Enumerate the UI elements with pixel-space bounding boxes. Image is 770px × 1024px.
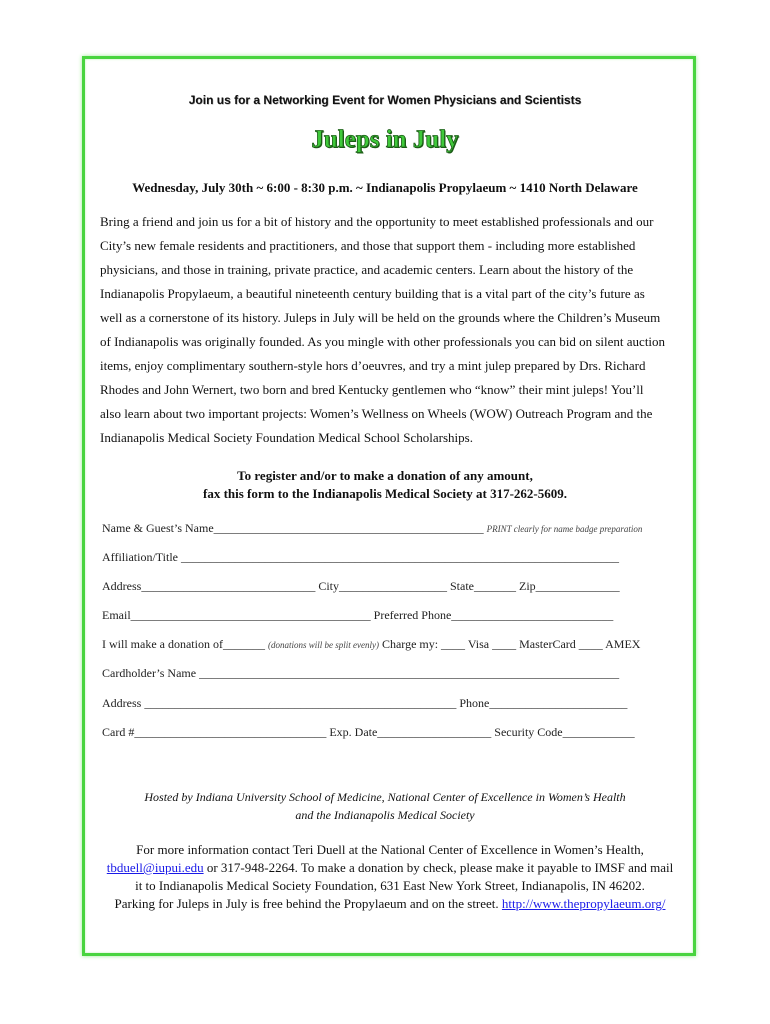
billing-address-field[interactable]: Address ____________________________________________________ Phone_______________________: [102, 696, 628, 710]
contact-line-3: it to Indianapolis Medical Society Foundation, 631 East New York Street, Indianapolis, IN 46202.: [135, 878, 645, 893]
hosted-line-1: Hosted by Indiana University School of Medicine, National Center of Excellence in Women’s Health: [144, 790, 626, 804]
contact-line-1: For more information contact Teri Duell at the National Center of Excellence in Women’s Health,: [136, 842, 644, 857]
email-phone-field[interactable]: Email________________________________________ Preferred Phone___________________________: [102, 608, 614, 622]
contact-line-2-text: or 317-948-2264. To make a donation by check, please make it payable to IMSF and mail: [203, 860, 674, 875]
hosted-line-2: and the Indianapolis Medical Society: [295, 808, 475, 822]
parking-text: Parking for Juleps in July is free behind the Propylaeum and on the street.: [114, 896, 502, 911]
description-line: of Indianapolis was originally founded. As you mingle with other professionals you can bid on silent auction: [100, 334, 666, 349]
donation-field[interactable]: [102, 637, 640, 652]
card-field[interactable]: Card #________________________________ Exp. Date___________________ Security Code____________: [102, 725, 635, 739]
description-line: Indianapolis Medical Society Foundation Medical School Scholarships.: [100, 430, 473, 445]
donation-label: I will make a donation of_______: [102, 637, 268, 651]
propylaeum-website-link[interactable]: http://www.thepropylaeum.org/: [501, 896, 666, 911]
donation-note: (donations will be split evenly): [267, 640, 379, 650]
description-line: Rhodes and John Wernert, two born and bred Kentucky gentlemen who “know” their mint juleps! You’ll: [100, 382, 644, 397]
description-line: Bring a friend and join us for a bit of history and the opportunity to meet established professionals and our: [100, 214, 654, 229]
description-line: physicians, and those in training, private practice, and academic centers. Learn about the history of the: [100, 262, 634, 277]
contact-email-link[interactable]: tbduell@iupui.edu: [106, 860, 204, 875]
contact-line-4: [80, 895, 700, 913]
name-field[interactable]: [102, 521, 642, 536]
name-note: PRINT clearly for name badge preparation: [486, 524, 643, 534]
description-line: City’s new female residents and practitioners, and those that support them - including more established: [100, 238, 636, 253]
description-line: well as a cornerstone of its history. Juleps in July will be held on the grounds where the Children’s Museum: [100, 310, 661, 325]
description-line: Indianapolis Propylaeum, a beautiful nineteenth century building that is a vital part of the city’s future as: [100, 286, 645, 301]
event-description: [100, 210, 680, 450]
event-details: Wednesday, July 30th ~ 6:00 - 8:30 p.m. ~ Indianapolis Propylaeum ~ 1410 North Delaware: [132, 180, 638, 195]
register-line-1: To register and/or to make a donation of any amount,: [237, 468, 533, 483]
hosted-by: [0, 788, 770, 824]
name-label: Name & Guest’s Name_____________________________________________: [102, 521, 484, 535]
contact-line-2: [80, 859, 700, 877]
description-line: items, enjoy complimentary southern-style hors d’oeuvres, and try a mint julep prepared by Drs. Richard: [100, 358, 646, 373]
description-line: also learn about two important projects: Women’s Wellness on Wheels (WOW) Outreach Program and the: [100, 406, 653, 421]
register-line-2: fax this form to the Indianapolis Medical Society at 317-262-5609.: [203, 486, 567, 501]
invite-heading: Join us for a Networking Event for Women Physicians and Scientists: [188, 93, 582, 107]
cardholder-field[interactable]: Cardholder’s Name ______________________________________________________________________: [102, 666, 620, 680]
event-title: Juleps in July: [311, 126, 459, 153]
affiliation-field[interactable]: Affiliation/Title _________________________________________________________________________: [102, 550, 620, 564]
address-city-field[interactable]: Address_____________________________ City__________________ State_______ Zip______________: [102, 579, 620, 593]
contact-info: [80, 841, 700, 913]
charge-options: Charge my: ____ Visa ____ MasterCard ____ AMEX: [378, 637, 641, 651]
register-instructions: [0, 467, 770, 503]
